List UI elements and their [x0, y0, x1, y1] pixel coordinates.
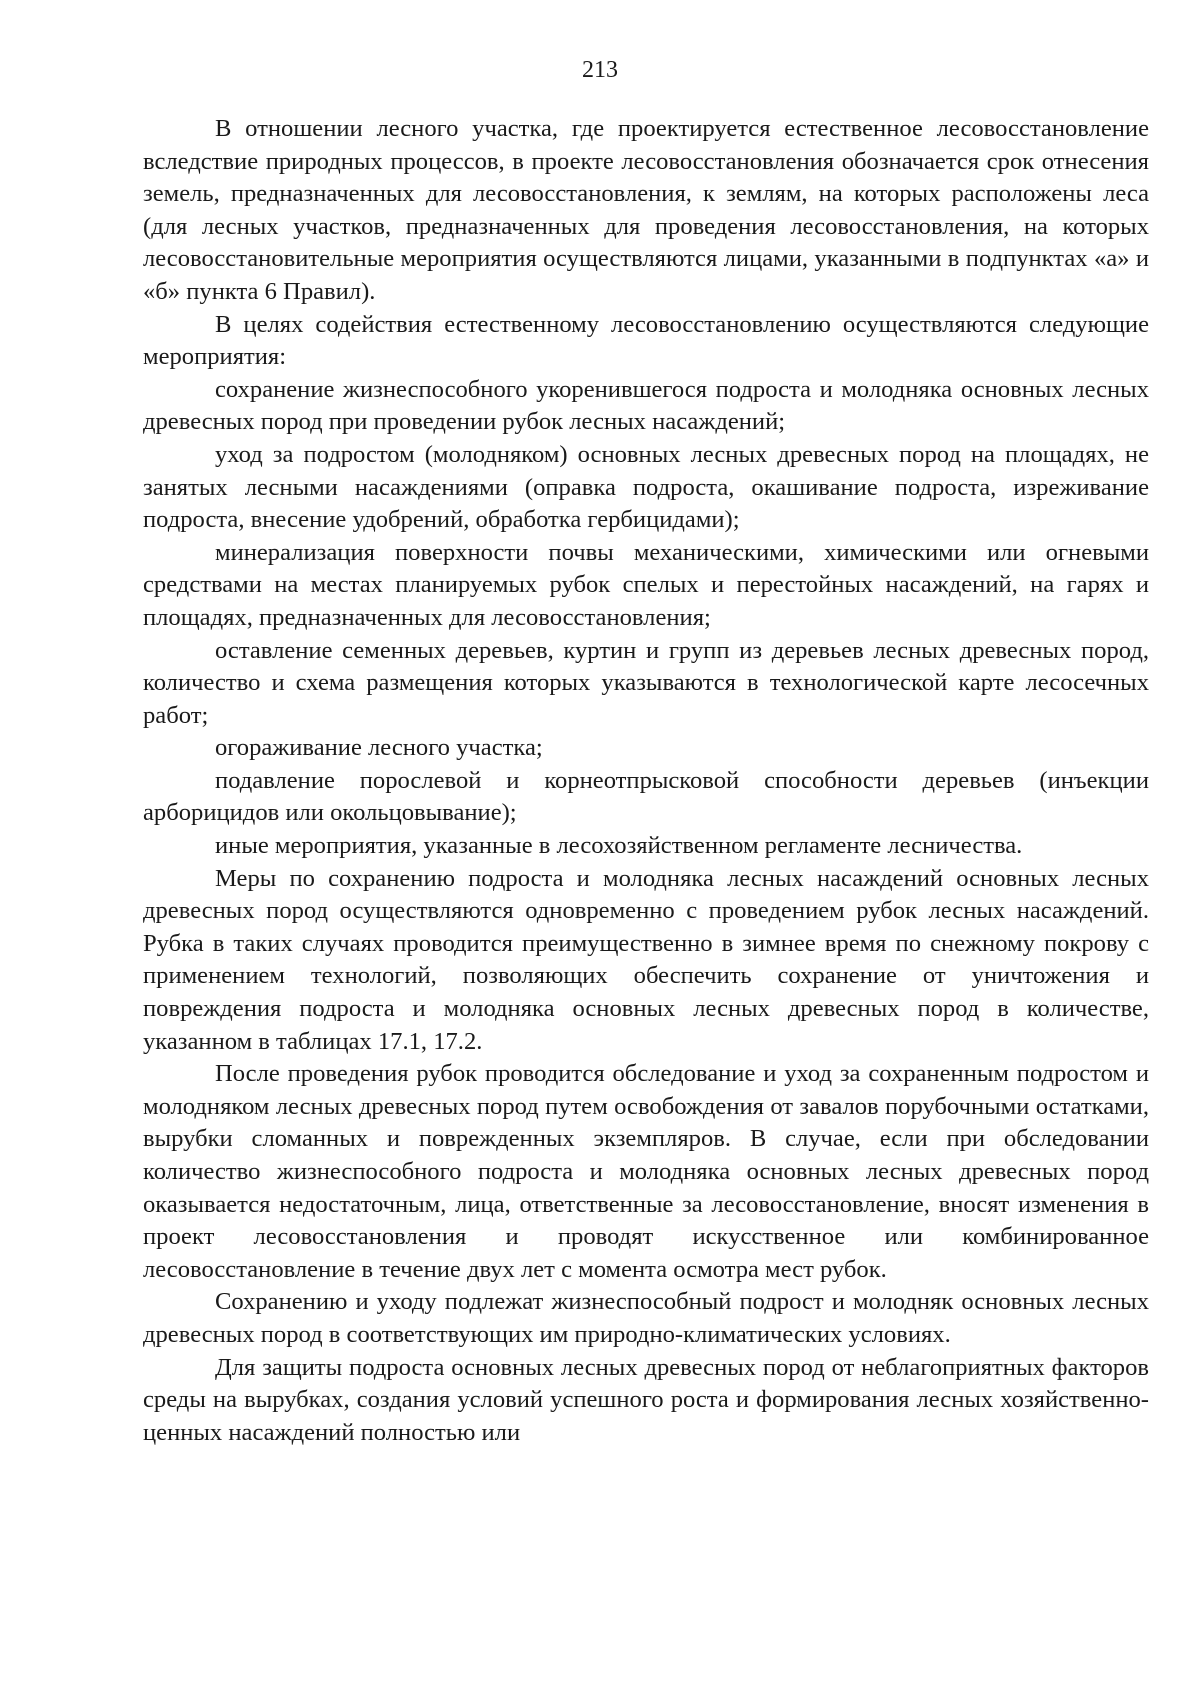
list-item: уход за подростом (молодняком) основных лесных древесных пород на площадях, не занятых лесными насаждениями (оправка подроста, окашивание подроста, изреживание подроста, внесение удобрений, обработка гербицидами);	[143, 440, 1149, 534]
paragraph: После проведения рубок проводится обследование и уход за сохраненным подростом и молодняком лесных древесных пород путем освобождения от завалов порубочными остатками, вырубки сломанных и поврежденных экземпляров. В случае, если при обследовании количество жизнеспособного подроста и молодняка основных лесных древесных пород оказывается недостаточным, лица, ответственные за лесовосстановление, вносят изменения в проект лесовосстановления и проводят искусственное или комбинированное лесовосстановление в течение двух лет с момента осмотра мест рубок.	[143, 1060, 1149, 1283]
list-item: огораживание лесного участка;	[215, 734, 543, 762]
list-item: подавление порослевой и корнеотпрысковой способности деревьев (инъекции арборицидов или окольцовывание);	[143, 766, 1149, 827]
paragraph: В отношении лесного участка, где проектируется естественное лесовосстановление вследствие природных процессов, в проекте лесовосстановления обозначается срок отнесения земель, предназначенных для лесовосстановления, к землям, на которых расположены леса (для лесных участков, предназначенных для проведения лесовосстановления, на которых лесовосстановительные мероприятия осуществляются лицами, указанными в подпунктах «а» и «б» пункта 6 Правил).	[143, 115, 1149, 305]
list-item: оставление семенных деревьев, куртин и групп из деревьев лесных древесных пород, количество и схема размещения которых указываются в технологической карте лесосечных работ;	[143, 636, 1149, 729]
list-item: минерализация поверхности почвы механическими, химическими или огневыми средствами на местах планируемых рубок спелых и перестойных насаждений, на гарях и площадях, предназначенных для лесовосстановления;	[143, 538, 1149, 631]
list-item: иные мероприятия, указанные в лесохозяйственном регламенте лесничества.	[215, 832, 1023, 860]
paragraph: В целях содействия естественному лесовосстановлению осуществляются следующие мероприятия:	[143, 310, 1149, 371]
list-item: сохранение жизнеспособного укоренившегося подроста и молодняка основных лесных древесных пород при проведении рубок лесных насаждений;	[143, 375, 1149, 436]
paragraph: Меры по сохранению подроста и молодняка лесных насаждений основных лесных древесных пород осуществляются одновременно с проведением рубок лесных насаждений. Рубка в таких случаях проводится преимущественно в зимнее время по снежному покрову с применением технологий, позволяющих обеспечить сохранение от уничтожения и повреждения подроста и молодняка основных лесных древесных пород в количестве, указанном в таблицах 17.1, 17.2.	[143, 864, 1149, 1055]
paragraph: Для защиты подроста основных лесных древесных пород от неблагоприятных факторов среды на вырубках, создания условий успешного роста и формирования лесных хозяйственно-ценных насаждений полностью или	[143, 1353, 1149, 1446]
page-number: 213	[582, 57, 618, 83]
paragraph: Сохранению и уходу подлежат жизнеспособный подрост и молодняк основных лесных древесных пород в соответствующих им природно-климатических условиях.	[143, 1288, 1149, 1348]
body-text	[143, 113, 1149, 1449]
